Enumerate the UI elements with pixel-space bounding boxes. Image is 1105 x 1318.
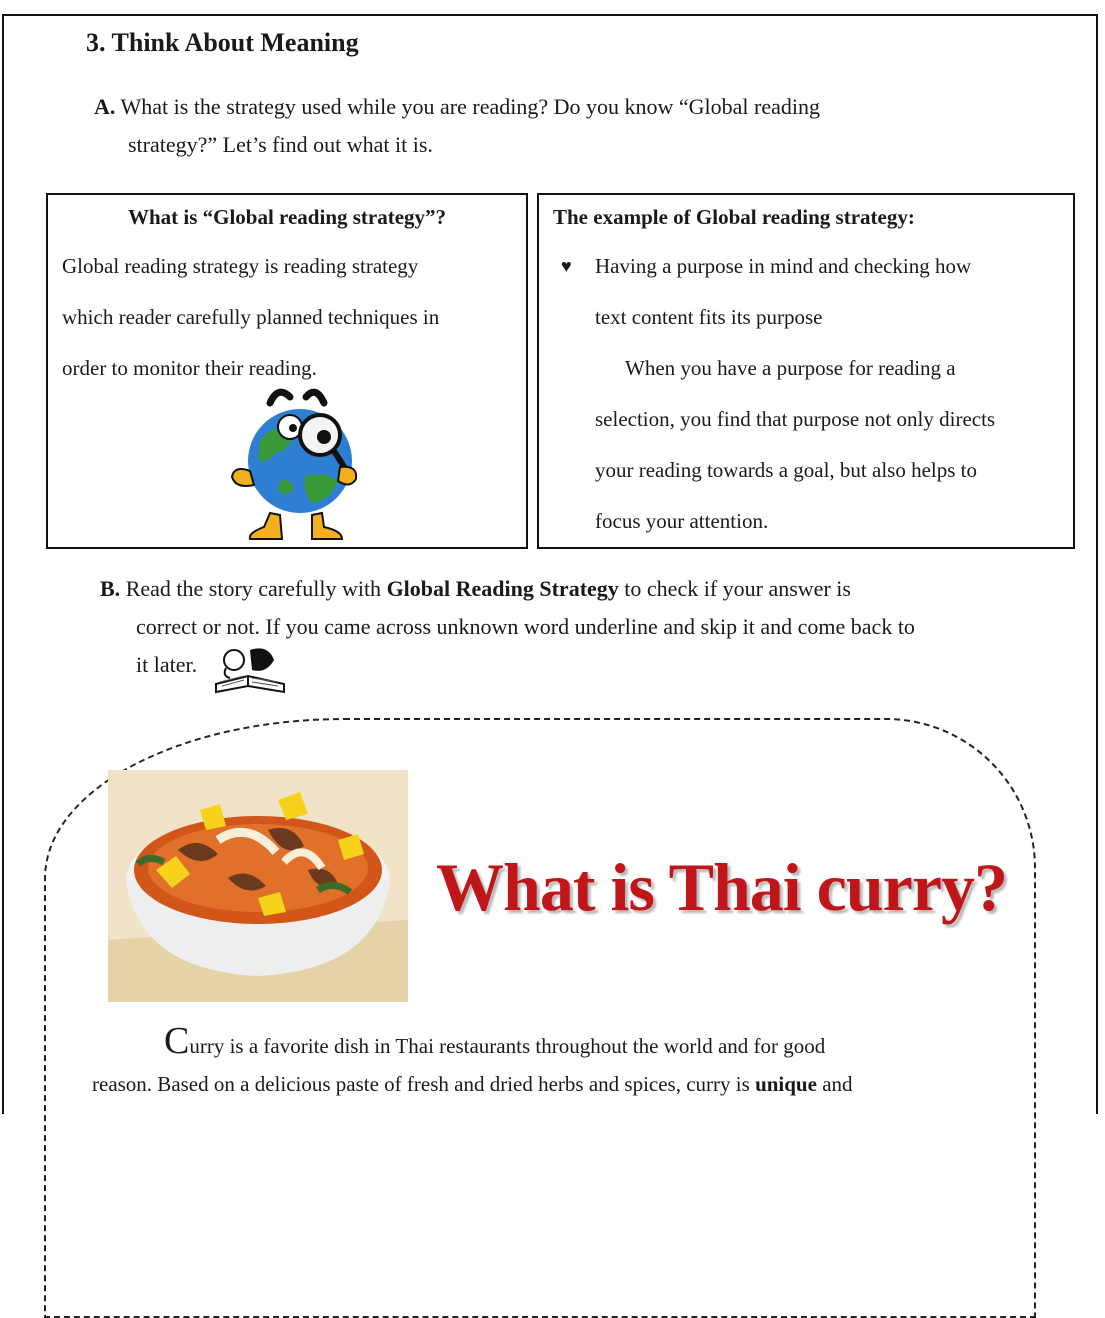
example-line: selection, you find that purpose not only directs	[595, 407, 996, 431]
heart-bullet-icon: ♥	[561, 256, 572, 276]
globe-magnifier-mascot-icon	[220, 381, 370, 541]
story-title: What is Thai curry?	[436, 849, 1008, 925]
story-line2-post: and	[816, 1072, 853, 1096]
example-line: text content fits its purpose	[595, 305, 823, 329]
question-b-line3: it later.	[136, 652, 198, 677]
question-b-line2: correct or not. If you came across unknown word underline and skip it and come back to	[136, 614, 915, 639]
story-line1: urry is a favorite dish in Thai restaurants throughout the world and for good	[189, 1034, 826, 1058]
example-line: your reading towards a goal, but also helps to	[595, 458, 977, 482]
question-b-strategy: Global Reading Strategy	[386, 576, 619, 601]
definition-line: order to monitor their reading.	[62, 356, 317, 380]
definition-text	[62, 241, 439, 394]
example-text	[595, 241, 995, 547]
question-a-line2: strategy?” Let’s find out what it is.	[128, 132, 433, 157]
definition-line: Global reading strategy is reading strategy	[62, 254, 419, 278]
question-a-line1: What is the strategy used while you are reading? Do you know “Global reading	[120, 94, 821, 119]
example-line: Having a purpose in mind and checking how	[595, 254, 972, 278]
example-title: The example of Global reading strategy:	[553, 205, 915, 229]
reading-book-person-icon	[212, 640, 288, 696]
story-paragraph	[92, 1022, 982, 1103]
example-line: focus your attention.	[595, 509, 769, 533]
story-line2-pre: reason. Based on a delicious paste of fresh and dried herbs and spices, curry is	[92, 1072, 756, 1096]
definition-line: which reader carefully planned techniques in	[62, 305, 440, 329]
question-a	[94, 88, 820, 164]
question-b-line1-post: to check if your answer is	[618, 576, 851, 601]
dropcap-letter: C	[164, 1020, 190, 1062]
definition-box	[46, 193, 528, 549]
story-unique-word: unique	[755, 1072, 817, 1096]
thai-curry-bowl-icon	[108, 770, 408, 1002]
question-b-line1-pre: Read the story carefully with	[125, 576, 387, 601]
example-box	[537, 193, 1075, 549]
example-line: When you have a purpose for reading a	[625, 356, 956, 380]
question-b-marker: B.	[100, 576, 121, 601]
definition-title: What is “Global reading strategy”?	[127, 205, 447, 229]
question-a-marker: A.	[94, 94, 116, 119]
section-heading: 3. Think About Meaning	[86, 28, 359, 57]
